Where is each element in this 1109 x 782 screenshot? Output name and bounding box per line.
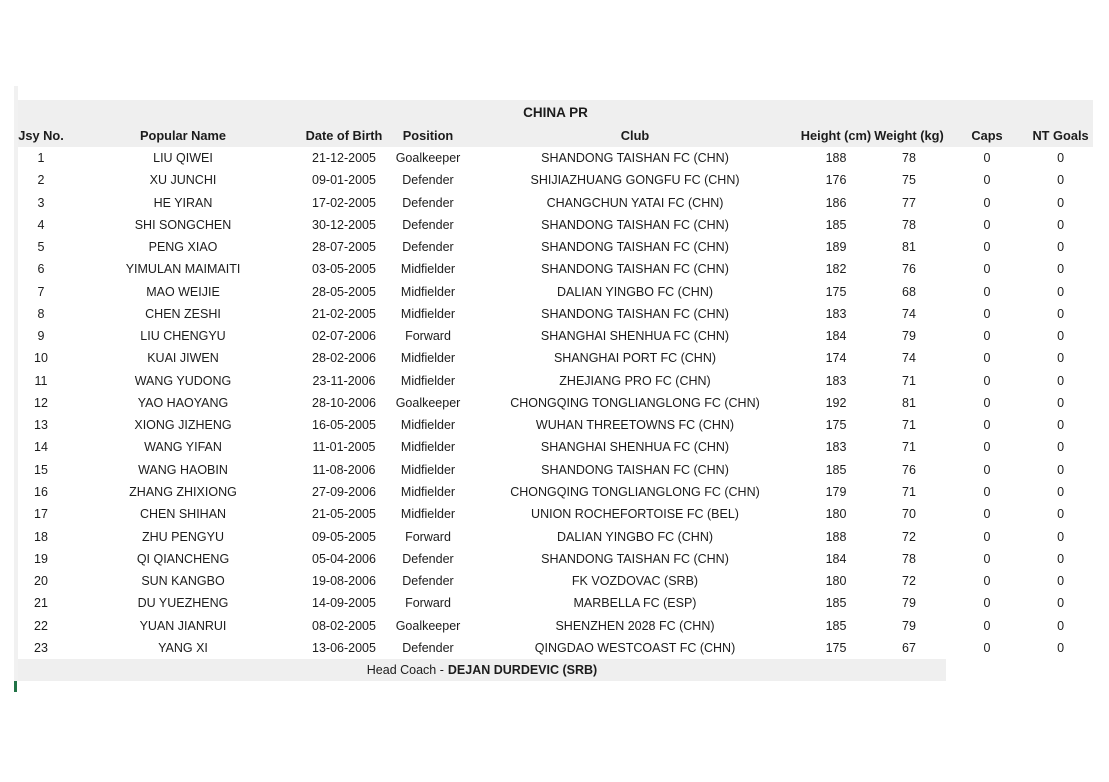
cell: 174 [800,347,872,369]
cell: 0 [946,281,1028,303]
cell: Midfielder [386,436,470,458]
cell: 78 [872,214,946,236]
cell: SHENZHEN 2028 FC (CHN) [470,615,800,637]
cell: 0 [946,370,1028,392]
cell: 5 [18,236,64,258]
cell: 0 [1028,258,1093,280]
cell: 0 [946,637,1028,659]
cell: 21 [18,592,64,614]
head-coach-name: DEJAN DURDEVIC (SRB) [447,663,598,678]
head-coach-cell [18,659,946,681]
table-row [18,548,1093,570]
cell: 0 [946,592,1028,614]
cell: 20 [18,570,64,592]
cell: HE YIRAN [64,192,302,214]
cell: 09-05-2005 [302,526,386,548]
cell: Forward [386,526,470,548]
cell: LIU CHENGYU [64,325,302,347]
cell: 0 [1028,414,1093,436]
table-row [18,347,1093,369]
cell: 0 [1028,236,1093,258]
cell: SHI SONGCHEN [64,214,302,236]
cell: 185 [800,615,872,637]
table-row [18,303,1093,325]
cell: 71 [872,436,946,458]
cell: Defender [386,570,470,592]
cell: 4 [18,214,64,236]
cell: MAO WEIJIE [64,281,302,303]
cell: 179 [800,481,872,503]
table-row [18,169,1093,191]
cell: 0 [946,147,1028,169]
cell: SHANDONG TAISHAN FC (CHN) [470,147,800,169]
cell: YAO HAOYANG [64,392,302,414]
cell: 13 [18,414,64,436]
cell: 0 [1028,570,1093,592]
cell: 71 [872,481,946,503]
cell: DU YUEZHENG [64,592,302,614]
cell: 15 [18,459,64,481]
table-row [18,147,1093,169]
cell: WANG YUDONG [64,370,302,392]
table-row [18,436,1093,458]
cell: 71 [872,414,946,436]
col-header-height-cm: Height (cm) [800,125,872,147]
cell: 188 [800,147,872,169]
cell: 71 [872,370,946,392]
cell: 14-09-2005 [302,592,386,614]
cell: Goalkeeper [386,392,470,414]
table-row [18,526,1093,548]
cell: 183 [800,436,872,458]
cell: 78 [872,548,946,570]
cell: LIU QIWEI [64,147,302,169]
cell: 68 [872,281,946,303]
cell: 0 [946,459,1028,481]
cell: 0 [1028,347,1093,369]
cell: 67 [872,637,946,659]
cell: QI QIANCHENG [64,548,302,570]
cell: 0 [1028,503,1093,525]
cell: 1 [18,147,64,169]
cell: 72 [872,526,946,548]
cell: 76 [872,459,946,481]
cell: Midfielder [386,370,470,392]
cell: 184 [800,325,872,347]
cell: Midfielder [386,303,470,325]
cell: 0 [946,325,1028,347]
cell: 27-09-2006 [302,481,386,503]
cell: 74 [872,347,946,369]
cell: Midfielder [386,281,470,303]
cell: 180 [800,503,872,525]
cell: SHANDONG TAISHAN FC (CHN) [470,303,800,325]
cell: KUAI JIWEN [64,347,302,369]
cell: Goalkeeper [386,615,470,637]
cell: 22 [18,615,64,637]
cell: 0 [946,548,1028,570]
cell: 78 [872,147,946,169]
cell: 185 [800,592,872,614]
cell: 0 [1028,147,1093,169]
cell: 2 [18,169,64,191]
table-row [18,414,1093,436]
cell: 13-06-2005 [302,637,386,659]
cell: 30-12-2005 [302,214,386,236]
cell: 0 [946,570,1028,592]
cell: 184 [800,548,872,570]
cell: SHIJIAZHUANG GONGFU FC (CHN) [470,169,800,191]
cell: 11-08-2006 [302,459,386,481]
table-row [18,258,1093,280]
cell: SHANGHAI PORT FC (CHN) [470,347,800,369]
cell: Defender [386,637,470,659]
table-row [18,370,1093,392]
cell: MARBELLA FC (ESP) [470,592,800,614]
col-header-weight-kg: Weight (kg) [872,125,946,147]
col-header-club: Club [470,125,800,147]
cell: 11-01-2005 [302,436,386,458]
cell: Defender [386,236,470,258]
cell: 0 [1028,592,1093,614]
cell: DALIAN YINGBO FC (CHN) [470,526,800,548]
cell: PENG XIAO [64,236,302,258]
cell: 0 [1028,615,1093,637]
head-coach-label: Head Coach - [366,663,444,678]
cell: 16-05-2005 [302,414,386,436]
cell: CHEN SHIHAN [64,503,302,525]
cell: 0 [1028,481,1093,503]
table-row [18,214,1093,236]
cell: 0 [1028,214,1093,236]
column-header-row [18,125,1093,147]
cell: FK VOZDOVAC (SRB) [470,570,800,592]
cell: 0 [946,258,1028,280]
cell: 192 [800,392,872,414]
cell: Forward [386,592,470,614]
table-row [18,236,1093,258]
cell: 28-02-2006 [302,347,386,369]
cell: 3 [18,192,64,214]
cell: Defender [386,548,470,570]
cell: DALIAN YINGBO FC (CHN) [470,281,800,303]
cell: SUN KANGBO [64,570,302,592]
cell: 9 [18,325,64,347]
cell: 183 [800,370,872,392]
cell: SHANGHAI SHENHUA FC (CHN) [470,436,800,458]
cell: 0 [946,236,1028,258]
cell: Midfielder [386,414,470,436]
cell: 14 [18,436,64,458]
cell: 21-02-2005 [302,303,386,325]
table-row [18,637,1093,659]
cell-selection-mark [14,681,17,692]
cell: 0 [1028,526,1093,548]
cell: UNION ROCHEFORTOISE FC (BEL) [470,503,800,525]
sheet-title: CHINA PR [18,100,1093,125]
cell: 0 [1028,325,1093,347]
cell: Midfielder [386,459,470,481]
cell: ZHU PENGYU [64,526,302,548]
cell: Defender [386,214,470,236]
cell: 183 [800,303,872,325]
cell: 186 [800,192,872,214]
col-header-jsy-no: Jsy No. [18,125,64,147]
cell: 0 [946,214,1028,236]
cell: 175 [800,281,872,303]
cell: 0 [946,503,1028,525]
cell: QINGDAO WESTCOAST FC (CHN) [470,637,800,659]
cell: 28-07-2005 [302,236,386,258]
cell: 81 [872,392,946,414]
cell: 0 [1028,281,1093,303]
col-header-date-of-birth: Date of Birth [302,125,386,147]
cell: Defender [386,169,470,191]
cell: 175 [800,637,872,659]
cell: 05-04-2006 [302,548,386,570]
cell: Defender [386,192,470,214]
cell: CHEN ZESHI [64,303,302,325]
table-row [18,392,1093,414]
cell: 08-02-2005 [302,615,386,637]
cell: WUHAN THREETOWNS FC (CHN) [470,414,800,436]
cell: 0 [946,192,1028,214]
col-header-caps: Caps [946,125,1028,147]
table-row [18,592,1093,614]
table-row [18,459,1093,481]
cell: 0 [946,303,1028,325]
cell: 79 [872,592,946,614]
cell: 75 [872,169,946,191]
col-header-popular-name: Popular Name [64,125,302,147]
col-header-nt-goals: NT Goals [1028,125,1093,147]
cell: 0 [946,615,1028,637]
cell: 0 [946,481,1028,503]
cell: 0 [1028,459,1093,481]
cell: 0 [1028,436,1093,458]
cell: 0 [1028,637,1093,659]
cell: 72 [872,570,946,592]
cell: Midfielder [386,258,470,280]
cell: 23 [18,637,64,659]
cell: 185 [800,214,872,236]
table-row [18,615,1093,637]
table-row [18,192,1093,214]
cell: 185 [800,459,872,481]
cell: Midfielder [386,481,470,503]
squad-table [18,100,1093,681]
cell: 11 [18,370,64,392]
cell: SHANDONG TAISHAN FC (CHN) [470,214,800,236]
cell: 70 [872,503,946,525]
cell: 180 [800,570,872,592]
cell: 176 [800,169,872,191]
cell: 19 [18,548,64,570]
cell: 7 [18,281,64,303]
cell: 0 [1028,303,1093,325]
cell: 21-12-2005 [302,147,386,169]
cell: YUAN JIANRUI [64,615,302,637]
cell: 23-11-2006 [302,370,386,392]
cell: Midfielder [386,347,470,369]
cell: YANG XI [64,637,302,659]
cell: 17 [18,503,64,525]
cell: CHONGQING TONGLIANGLONG FC (CHN) [470,392,800,414]
title-row [18,100,1093,125]
cell: 0 [946,392,1028,414]
cell: 0 [946,414,1028,436]
cell: XIONG JIZHENG [64,414,302,436]
cell: SHANDONG TAISHAN FC (CHN) [470,236,800,258]
cell: 02-07-2006 [302,325,386,347]
cell: 28-05-2005 [302,281,386,303]
cell: 12 [18,392,64,414]
cell: 21-05-2005 [302,503,386,525]
cell: 6 [18,258,64,280]
cell: 0 [1028,370,1093,392]
cell: 0 [946,169,1028,191]
cell: 0 [1028,192,1093,214]
footer-row [18,659,1093,681]
cell: 189 [800,236,872,258]
table-row [18,570,1093,592]
cell: 0 [946,347,1028,369]
cell: 0 [946,526,1028,548]
cell: Midfielder [386,503,470,525]
cell: 81 [872,236,946,258]
cell: 77 [872,192,946,214]
table-row [18,325,1093,347]
cell: 03-05-2005 [302,258,386,280]
cell: 0 [1028,392,1093,414]
cell: CHANGCHUN YATAI FC (CHN) [470,192,800,214]
cell: SHANDONG TAISHAN FC (CHN) [470,459,800,481]
cell: 74 [872,303,946,325]
cell: SHANDONG TAISHAN FC (CHN) [470,548,800,570]
cell: 28-10-2006 [302,392,386,414]
cell: ZHANG ZHIXIONG [64,481,302,503]
cell: SHANDONG TAISHAN FC (CHN) [470,258,800,280]
cell: 18 [18,526,64,548]
table-row [18,503,1093,525]
table-row [18,481,1093,503]
cell: 182 [800,258,872,280]
footer-empty-cell [946,659,1093,681]
cell: SHANGHAI SHENHUA FC (CHN) [470,325,800,347]
cell: 76 [872,258,946,280]
cell: WANG YIFAN [64,436,302,458]
cell: CHONGQING TONGLIANGLONG FC (CHN) [470,481,800,503]
cell: 8 [18,303,64,325]
cell: WANG HAOBIN [64,459,302,481]
cell: Goalkeeper [386,147,470,169]
cell: Forward [386,325,470,347]
cell: 16 [18,481,64,503]
cell: 19-08-2006 [302,570,386,592]
col-header-position: Position [386,125,470,147]
cell: ZHEJIANG PRO FC (CHN) [470,370,800,392]
cell: 0 [1028,548,1093,570]
cell: 175 [800,414,872,436]
cell: 79 [872,615,946,637]
cell: 10 [18,347,64,369]
cell: 17-02-2005 [302,192,386,214]
cell: 0 [1028,169,1093,191]
cell: 79 [872,325,946,347]
cell: YIMULAN MAIMAITI [64,258,302,280]
table-row [18,281,1093,303]
cell: XU JUNCHI [64,169,302,191]
cell: 188 [800,526,872,548]
cell: 0 [946,436,1028,458]
cell: 09-01-2005 [302,169,386,191]
